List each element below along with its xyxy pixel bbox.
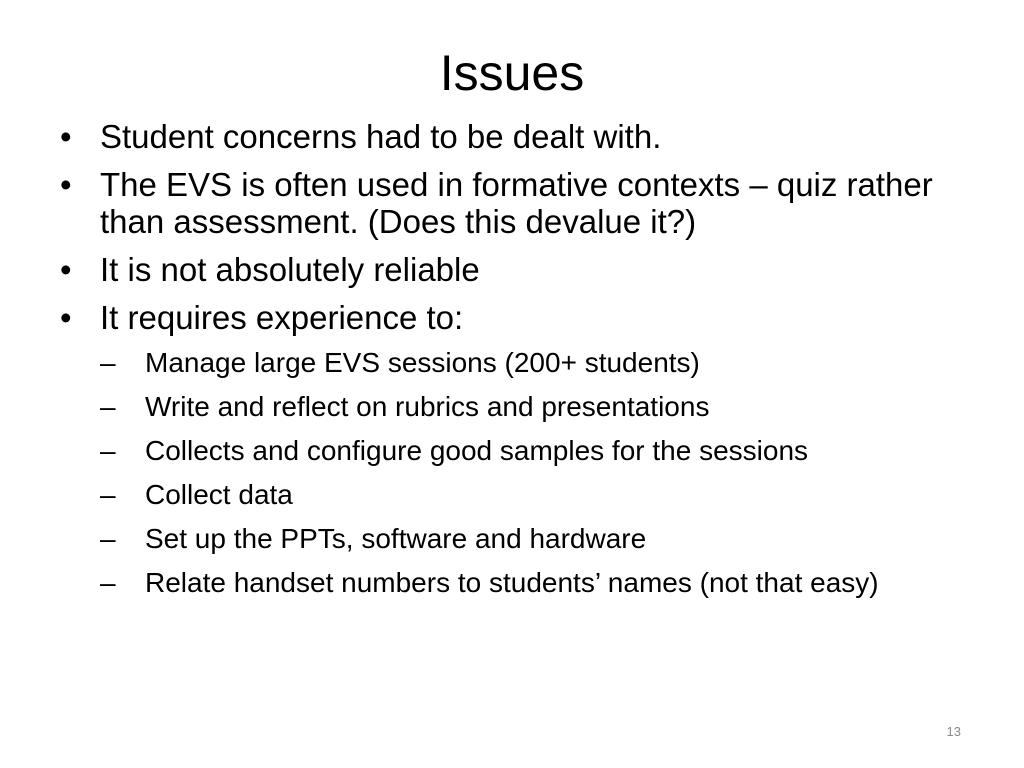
bullet-item xyxy=(58,251,973,288)
sub-bullet-text: Relate handset numbers to students’ names (not that easy) xyxy=(145,567,879,598)
bullet-text: The EVS is often used in formative contexts – quiz rather than assessment. (Does this devalue it?) xyxy=(100,166,933,240)
dash-icon: – xyxy=(100,391,116,422)
bullet-text: It requires experience to: xyxy=(100,299,464,336)
sub-bullet-text: Collect data xyxy=(145,479,293,510)
bullet-icon: • xyxy=(60,299,72,336)
bullet-item xyxy=(58,166,973,240)
sub-bullet-item xyxy=(100,435,973,467)
bullet-text: It is not absolutely reliable xyxy=(100,251,480,288)
dash-icon: – xyxy=(100,567,116,598)
dash-icon: – xyxy=(100,347,116,378)
dash-icon: – xyxy=(100,523,116,554)
page-number: 13 xyxy=(946,724,961,739)
sub-bullet-item xyxy=(100,391,973,423)
bullet-icon: • xyxy=(60,166,72,203)
dash-icon: – xyxy=(100,435,116,466)
sub-bullet-item xyxy=(100,479,973,511)
bullet-item xyxy=(58,299,973,336)
sub-bullet-item xyxy=(100,567,973,599)
sub-bullet-text: Collects and configure good samples for the sessions xyxy=(145,435,809,466)
bullet-text: Student concerns had to be dealt with. xyxy=(100,118,662,155)
sub-bullet-text: Write and reflect on rubrics and presentations xyxy=(145,391,710,422)
sub-bullet-text: Manage large EVS sessions (200+ students) xyxy=(145,347,700,378)
sub-bullet-item xyxy=(100,523,973,555)
slide-title: Issues xyxy=(439,45,585,101)
bullet-list xyxy=(58,118,973,611)
bullet-icon: • xyxy=(60,251,72,288)
bullet-icon: • xyxy=(60,118,72,155)
bullet-item xyxy=(58,118,973,155)
dash-icon: – xyxy=(100,479,116,510)
sub-bullet-text: Set up the PPTs, software and hardware xyxy=(145,523,647,554)
sub-bullet-item xyxy=(100,347,973,379)
